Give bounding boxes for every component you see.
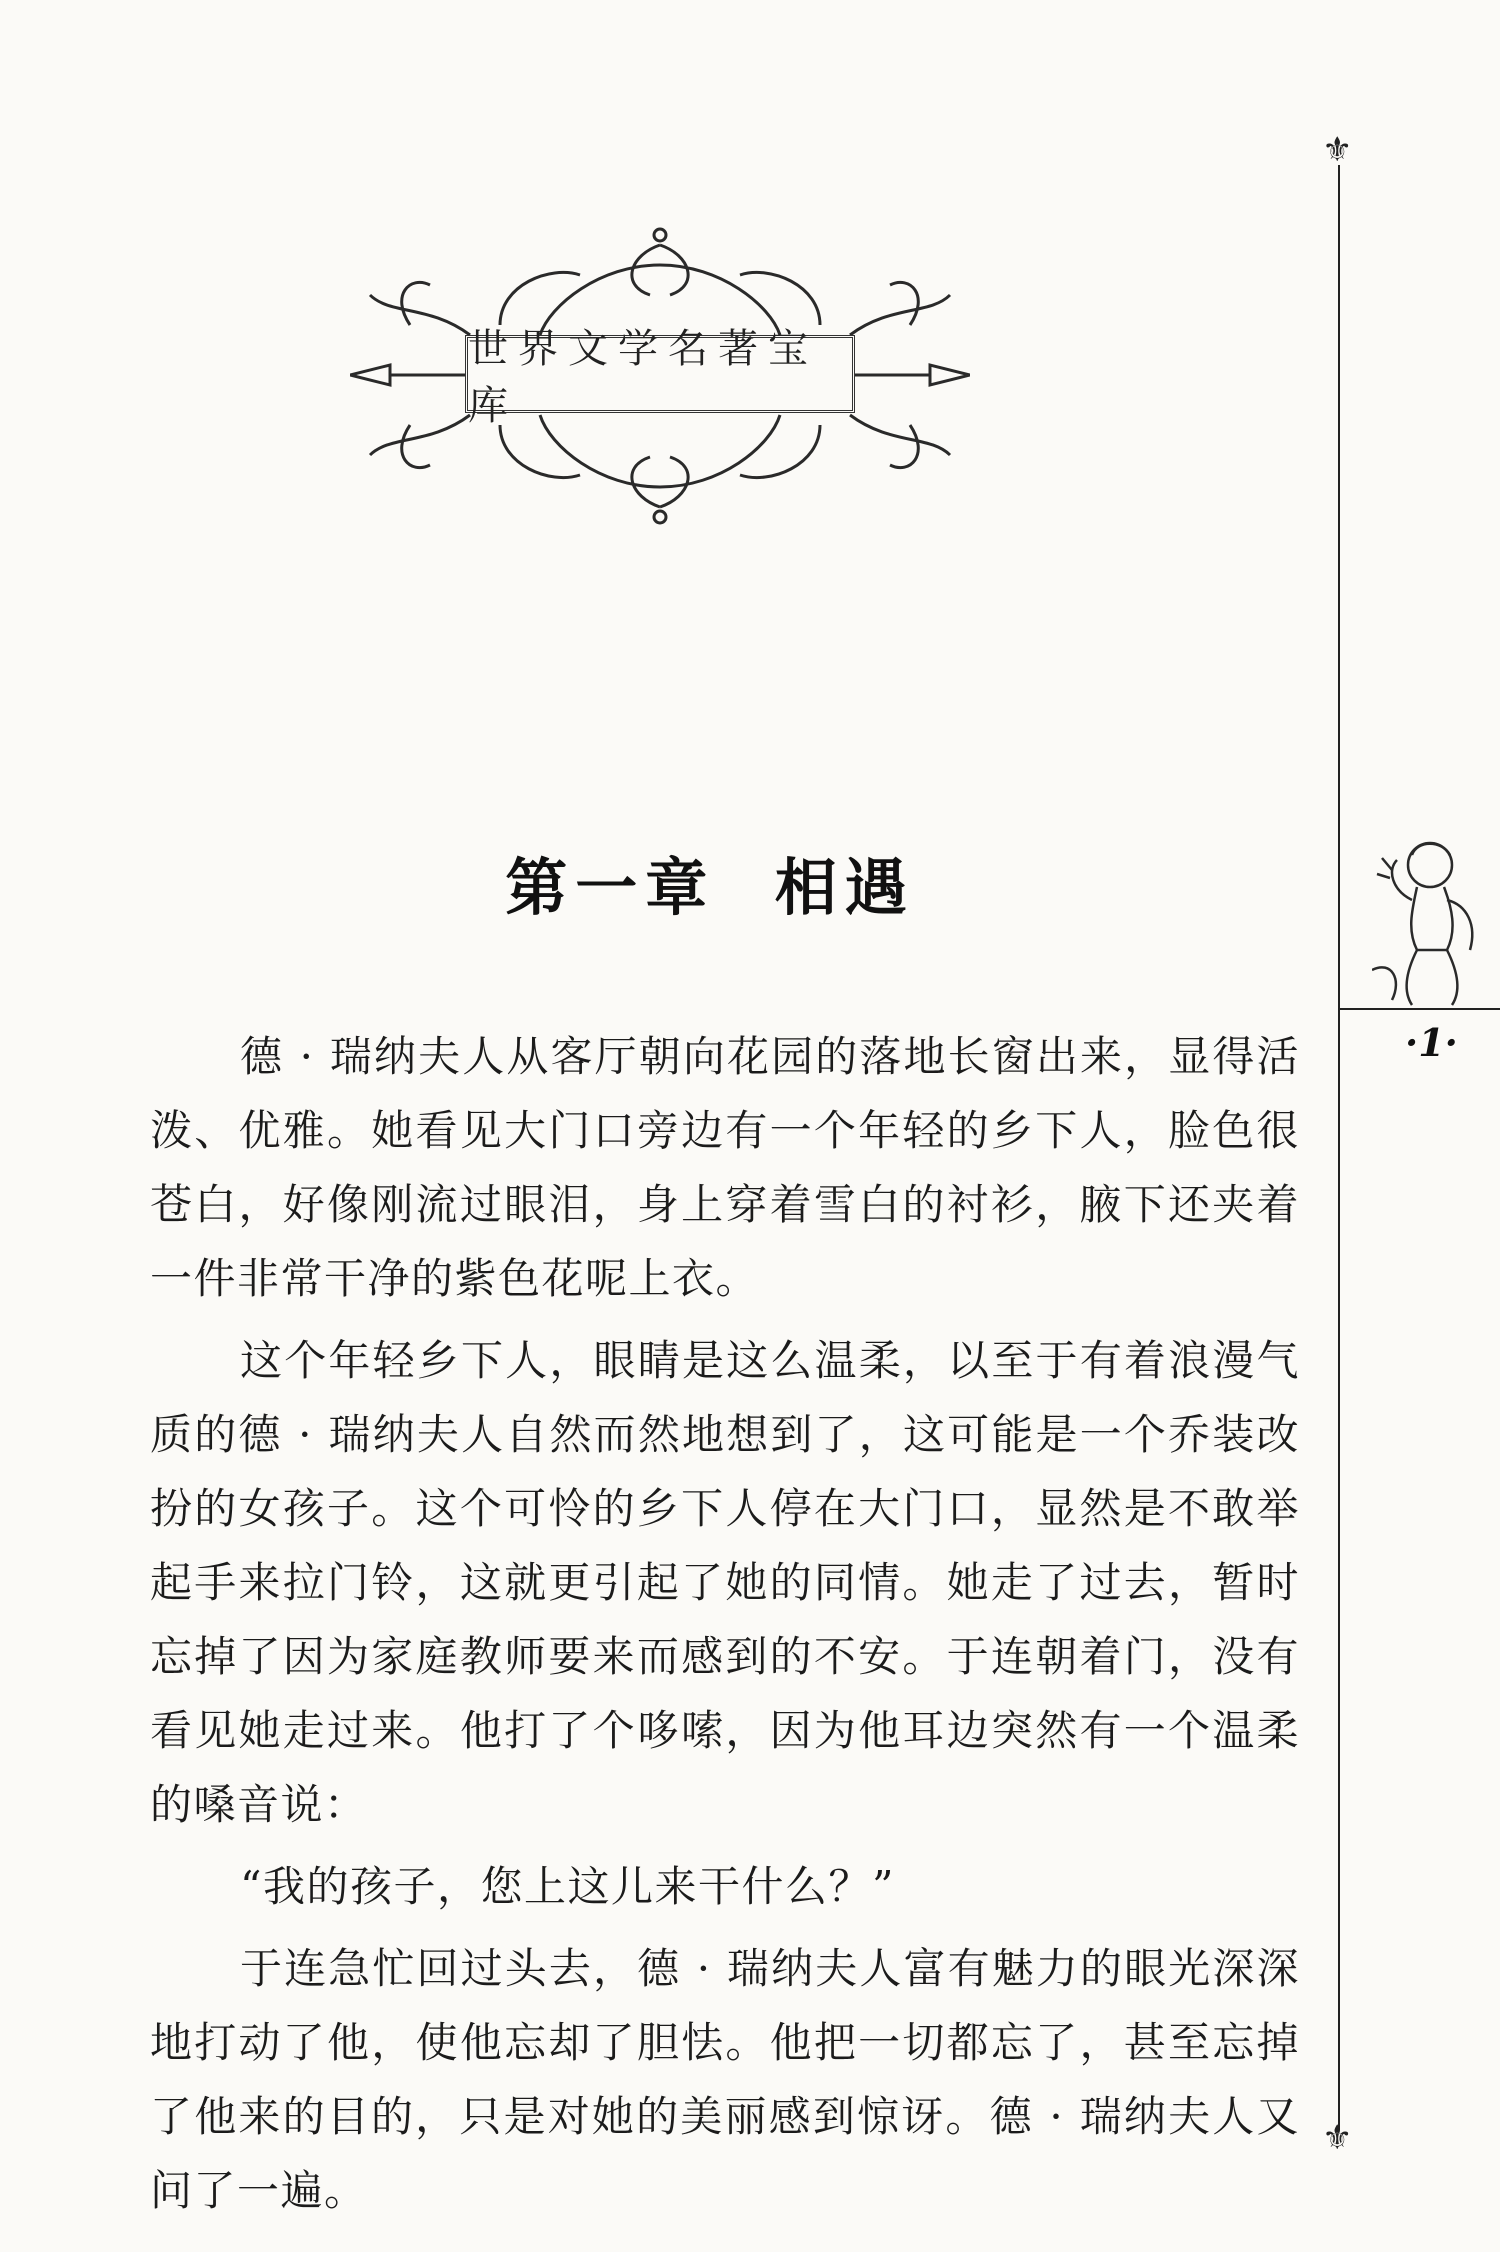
chapter-title: 第一章 相遇: [505, 851, 915, 924]
fleur-de-lis-icon: ⚜: [1322, 2118, 1353, 2158]
paragraph: “我的孩子，您上这儿来干什么？”: [240, 1862, 895, 1911]
paragraph: 于连急忙回过头去，德 · 瑞纳夫人富有魅力的眼光深深地打动了他，使他忘却了胆怯。他把一切都忘了，甚至忘掉了他来的目的，只是对她的美丽感到惊讶。德 · 瑞纳夫人又问了一遍。: [150, 1944, 1300, 2215]
page-number: ·1·: [1405, 1020, 1458, 1065]
body-text: [150, 1020, 1300, 2236]
cherub-icon: [1372, 830, 1492, 1010]
page-number-rule: [1338, 1008, 1500, 1010]
fleur-de-lis-icon: ⚜: [1322, 130, 1353, 170]
paragraph: 这个年轻乡下人，眼睛是这么温柔，以至于有着浪漫气质的德 · 瑞纳夫人自然而然地想到了，这可能是一个乔装改扮的女孩子。这个可怜的乡下人停在大门口，显然是不敢举起手来拉门铃，这就更引起了她的同情。她走了过去，暂时忘掉了因为家庭教师要来而感到的不安。于连朝着门，没有看见她走过来。他打了个哆嗦，因为他耳边突然有一个温柔的嗓音说：: [150, 1336, 1300, 1829]
paragraph: 德 · 瑞纳夫人从客厅朝向花园的落地长窗出来，显得活泼、优雅。她看见大门口旁边有一个年轻的乡下人，脸色很苍白，好像刚流过眼泪，身上穿着雪白的衬衫，腋下还夹着一件非常干净的紫色花呢上衣。: [150, 1032, 1300, 1303]
series-title: 世界文学名著宝库: [468, 326, 818, 429]
series-banner: [350, 225, 970, 525]
margin-rule: [1338, 165, 1340, 2130]
series-banner-box: [465, 326, 855, 429]
